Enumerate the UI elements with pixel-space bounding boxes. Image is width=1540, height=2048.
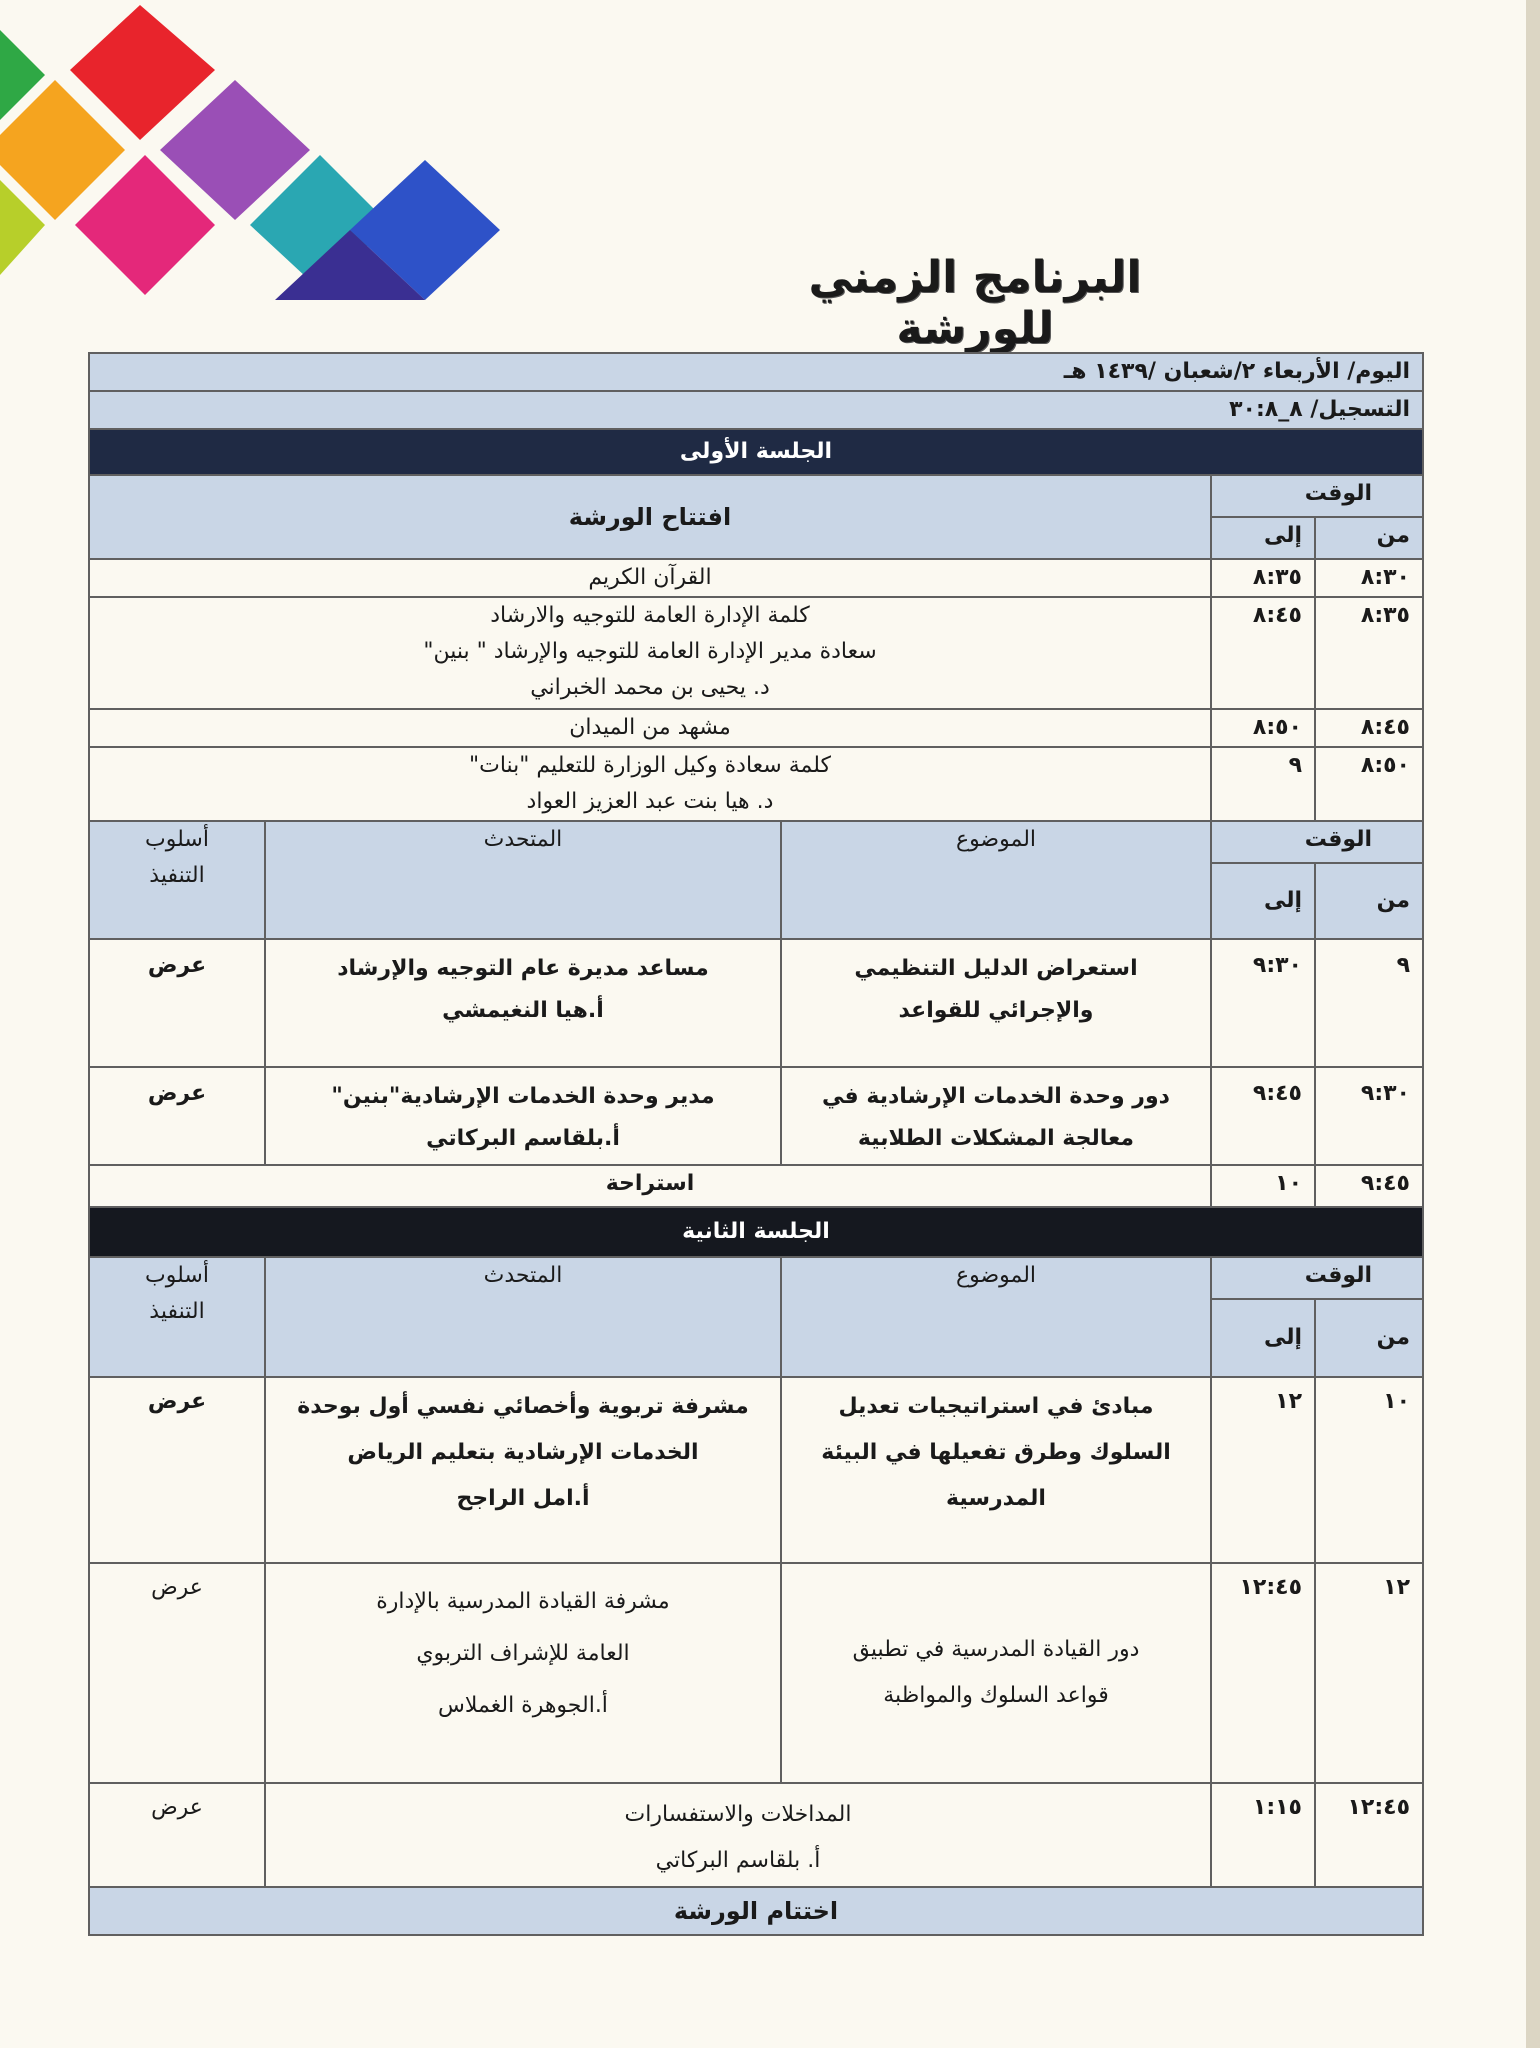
time-from: ٨:٣٠	[1315, 559, 1423, 597]
time-to: ١٠	[1211, 1165, 1315, 1207]
opening-item: القرآن الكريم	[89, 559, 1211, 597]
discussion-cell: المداخلات والاستفسارات أ. بلقاسم البركاتي	[265, 1783, 1211, 1887]
session1-title: الجلسة الأولى	[89, 429, 1423, 475]
time-to: ٩:٣٠	[1211, 939, 1315, 1067]
time-from: ١٢	[1315, 1563, 1423, 1783]
session2-table	[88, 1206, 1424, 1936]
time-label: الوقت	[1211, 1257, 1423, 1299]
schedule-document	[88, 352, 1424, 1936]
time-from: ٨:٣٥	[1315, 597, 1423, 709]
to-label: إلى	[1211, 863, 1315, 939]
topic-cell: دور وحدة الخدمات الإرشادية في معالجة المشكلات الطلابية	[781, 1067, 1211, 1165]
opening-item: مشهد من الميدان	[89, 709, 1211, 747]
method-header: أسلوب التنفيذ	[89, 821, 265, 939]
time-from: ٩:٣٠	[1315, 1067, 1423, 1165]
time-to: ٨:٣٥	[1211, 559, 1315, 597]
session1-opening-table	[88, 352, 1424, 822]
speaker-header: المتحدث	[265, 821, 781, 939]
time-to: ٨:٤٥	[1211, 597, 1315, 709]
time-from: ٨:٥٠	[1315, 747, 1423, 821]
opening-label: افتتاح الورشة	[89, 475, 1211, 559]
time-to: ٨:٥٠	[1211, 709, 1315, 747]
time-from: ١٠	[1315, 1377, 1423, 1563]
method-cell: عرض	[89, 1783, 265, 1887]
topic-cell: دور القيادة المدرسية في تطبيق قواعد السلوك والمواظبة	[781, 1563, 1211, 1783]
day-line: اليوم/ الأربعاء ٢/شعبان /١٤٣٩ هـ	[89, 353, 1423, 391]
speaker-header: المتحدث	[265, 1257, 781, 1377]
page-title: البرنامج الزمني للورشة	[808, 252, 1142, 354]
method-cell: عرض	[89, 1377, 265, 1563]
from-label: من	[1315, 1299, 1423, 1377]
time-from: ٩	[1315, 939, 1423, 1067]
method-cell: عرض	[89, 1067, 265, 1165]
break-cell: استراحة	[89, 1165, 1211, 1207]
to-label: إلى	[1211, 517, 1315, 559]
speaker-cell: مساعد مديرة عام التوجيه والإرشاد أ.هيا النغيمشي	[265, 939, 781, 1067]
time-from: ٩:٤٥	[1315, 1165, 1423, 1207]
from-label: من	[1315, 863, 1423, 939]
method-cell: عرض	[89, 1563, 265, 1783]
time-to: ١٢	[1211, 1377, 1315, 1563]
opening-item: كلمة الإدارة العامة للتوجيه والارشاد سعادة مدير الإدارة العامة للتوجيه والإرشاد " بنين" د. يحيى بن محمد الخبراني	[89, 597, 1211, 709]
method-header: أسلوب التنفيذ	[89, 1257, 265, 1377]
time-to: ٩	[1211, 747, 1315, 821]
page-edge	[1526, 0, 1540, 2048]
time-label: الوقت	[1211, 475, 1423, 517]
time-from: ١٢:٤٥	[1315, 1783, 1423, 1887]
speaker-cell: مشرفة القيادة المدرسية بالإدارة العامة للإشراف التربوي أ.الجوهرة الغملاس	[265, 1563, 781, 1783]
registration-line: التسجيل/ ٨_٣٠:٨	[89, 391, 1423, 429]
opening-item: كلمة سعادة وكيل الوزارة للتعليم "بنات" د. هيا بنت عبد العزيز العواد	[89, 747, 1211, 821]
method-cell: عرض	[89, 939, 265, 1067]
time-to: ٩:٤٥	[1211, 1067, 1315, 1165]
from-label: من	[1315, 517, 1423, 559]
closing-cell: اختتام الورشة	[89, 1887, 1423, 1935]
speaker-cell: مدير وحدة الخدمات الإرشادية"بنين" أ.بلقاسم البركاتي	[265, 1067, 781, 1165]
time-label: الوقت	[1211, 821, 1423, 863]
topic-cell: مبادئ في استراتيجيات تعديل السلوك وطرق تفعيلها في البيئة المدرسية	[781, 1377, 1211, 1563]
geometric-logo	[0, 0, 580, 320]
session2-title: الجلسة الثانية	[89, 1207, 1423, 1257]
time-to: ١:١٥	[1211, 1783, 1315, 1887]
topic-cell: استعراض الدليل التنظيمي والإجرائي للقواعد	[781, 939, 1211, 1067]
topic-header: الموضوع	[781, 821, 1211, 939]
time-from: ٨:٤٥	[1315, 709, 1423, 747]
session1-detail-table	[88, 820, 1424, 1208]
to-label: إلى	[1211, 1299, 1315, 1377]
topic-header: الموضوع	[781, 1257, 1211, 1377]
speaker-cell: مشرفة تربوية وأخصائي نفسي أول بوحدة الخدمات الإرشادية بتعليم الرياض أ.امل الراجح	[265, 1377, 781, 1563]
time-to: ١٢:٤٥	[1211, 1563, 1315, 1783]
